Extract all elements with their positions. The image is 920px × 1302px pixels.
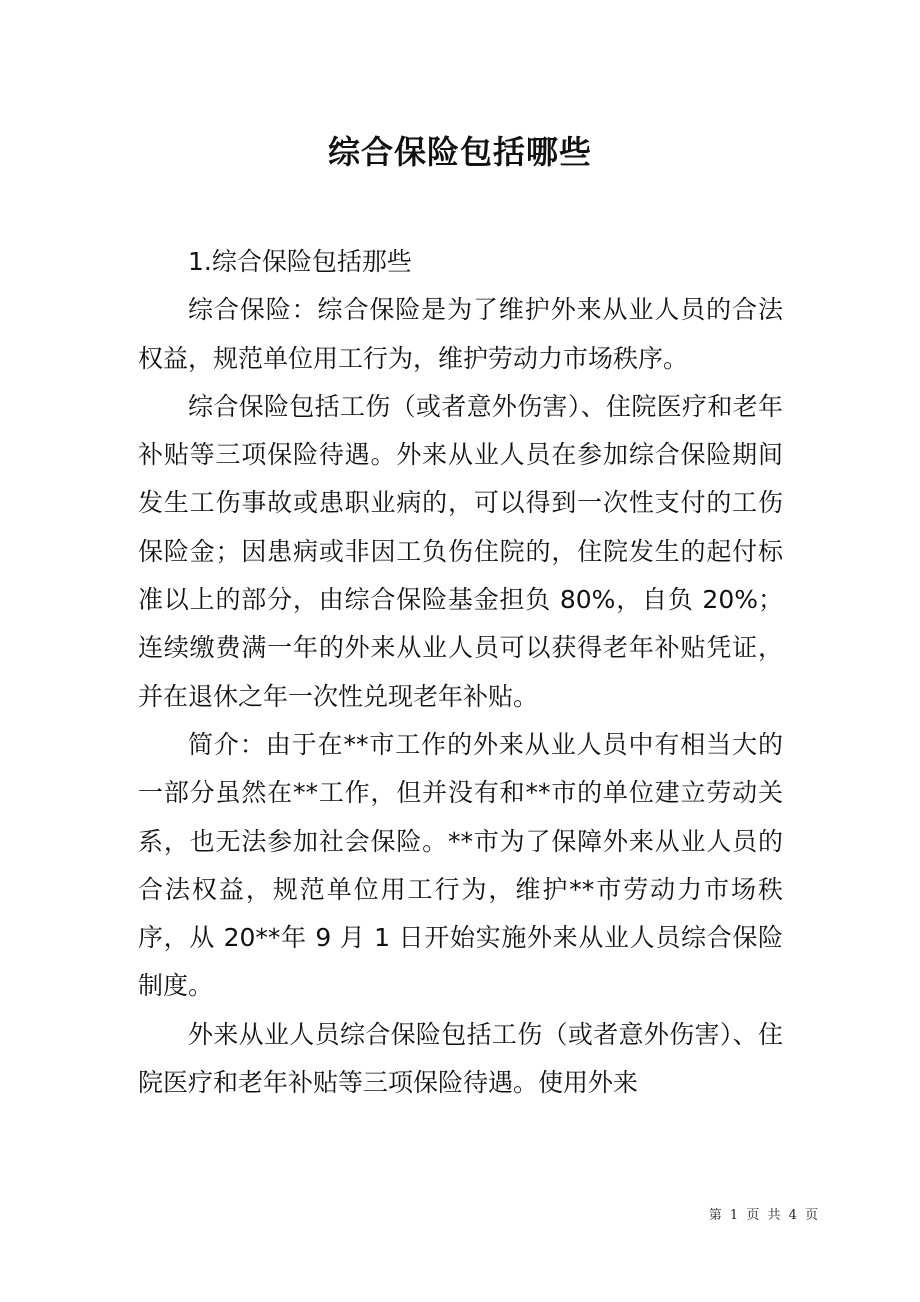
document-body	[138, 238, 783, 1107]
paragraph-continued: 外来从业人员综合保险包括工伤（或者意外伤害）、住院医疗和老年补贴等三项保险待遇。使用外来	[138, 1019, 783, 1098]
page-footer: 第 1 页 共 4 页	[708, 1208, 820, 1223]
paragraph-introduction: 简介：由于在**市工作的外来从业人员中有相当大的一部分虽然在**工作，但并没有和**市的单位建立劳动关系，也无法参加社会保险。**市为了保障外来从业人员的合法权益，规范单位用工行为，维护**市劳动力市场秩序，从 20**年 9 月 1 日开始实施外来从业人员综合保险制度。	[138, 729, 783, 1001]
document-title: 综合保险包括哪些	[327, 133, 592, 171]
section-heading: 1.综合保险包括那些	[188, 247, 412, 276]
paragraph-definition: 综合保险：综合保险是为了维护外来从业人员的合法权益，规范单位用工行为，维护劳动力市场秩序。	[138, 295, 783, 373]
paragraph-coverage: 综合保险包括工伤（或者意外伤害）、住院医疗和老年补贴等三项保险待遇。外来从业人员在参加综合保险期间发生工伤事故或患职业病的，可以得到一次性支付的工伤保险金；因患病或非因工负伤住院的，住院发生的起付标准以上的部分，由综合保险基金担负 80%，自负 20%；连续缴费满一年的外来从业人员可以获得老年补贴凭证，并在退休之年一次性兑现老年补贴。	[138, 391, 783, 711]
